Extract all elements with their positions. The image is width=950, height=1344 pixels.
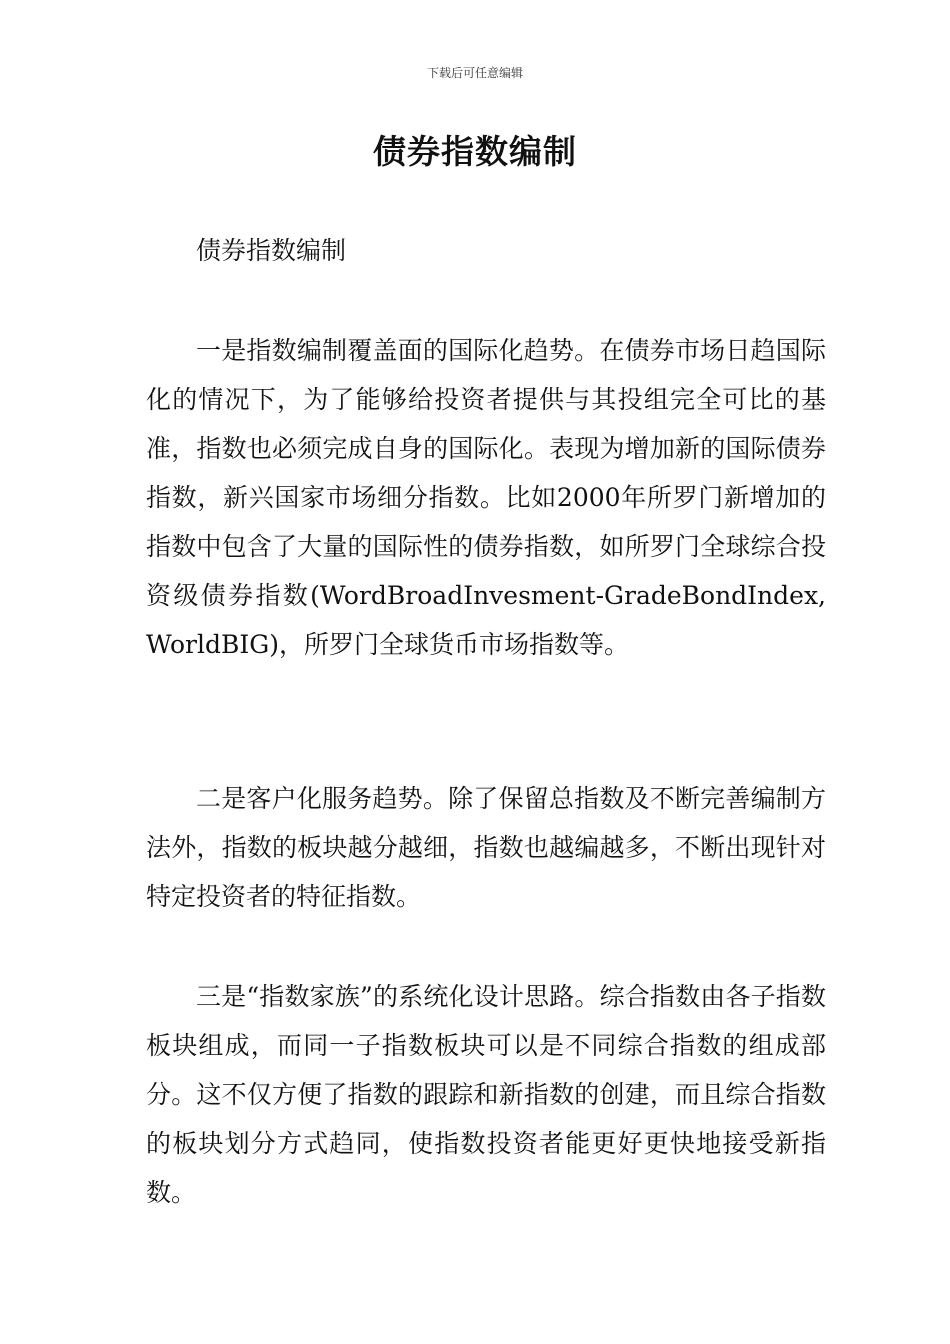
paragraph-index-family: 三是“指数家族”的系统化设计思路。综合指数由各子指数板块组成，而同一子指数板块可以是不同综合指数的组成部分。这不仅方便了指数的跟踪和新指数的创建，而且综合指数的板块划分方式趋同，使指数投资者能更好更快地接受新指数。 <box>146 982 826 1207</box>
paragraph-subtitle: 债券指数编制 <box>196 236 347 265</box>
page-header-note: 下载后可任意编辑 <box>426 66 523 80</box>
document-title: 债券指数编制 <box>373 132 577 171</box>
paragraph-internationalization: 一是指数编制覆盖面的国际化趋势。在债券市场日趋国际化的情况下，为了能够给投资者提供与其投组完全可比的基准，指数也必须完成自身的国际化。表现为增加新的国际债券指数，新兴国家市场细分指数。比如2000年所罗门新增加的指数中包含了大量的国际性的债券指数，如所罗门全球综合投资级债券指数(WordBroadInvesment-GradeBondIndex,WorldBIG)，所罗门全球货币市场指数等。 <box>146 336 826 659</box>
paragraph-customization: 二是客户化服务趋势。除了保留总指数及不断完善编制方法外，指数的板块越分越细，指数也越编越多，不断出现针对特定投资者的特征指数。 <box>146 784 826 911</box>
